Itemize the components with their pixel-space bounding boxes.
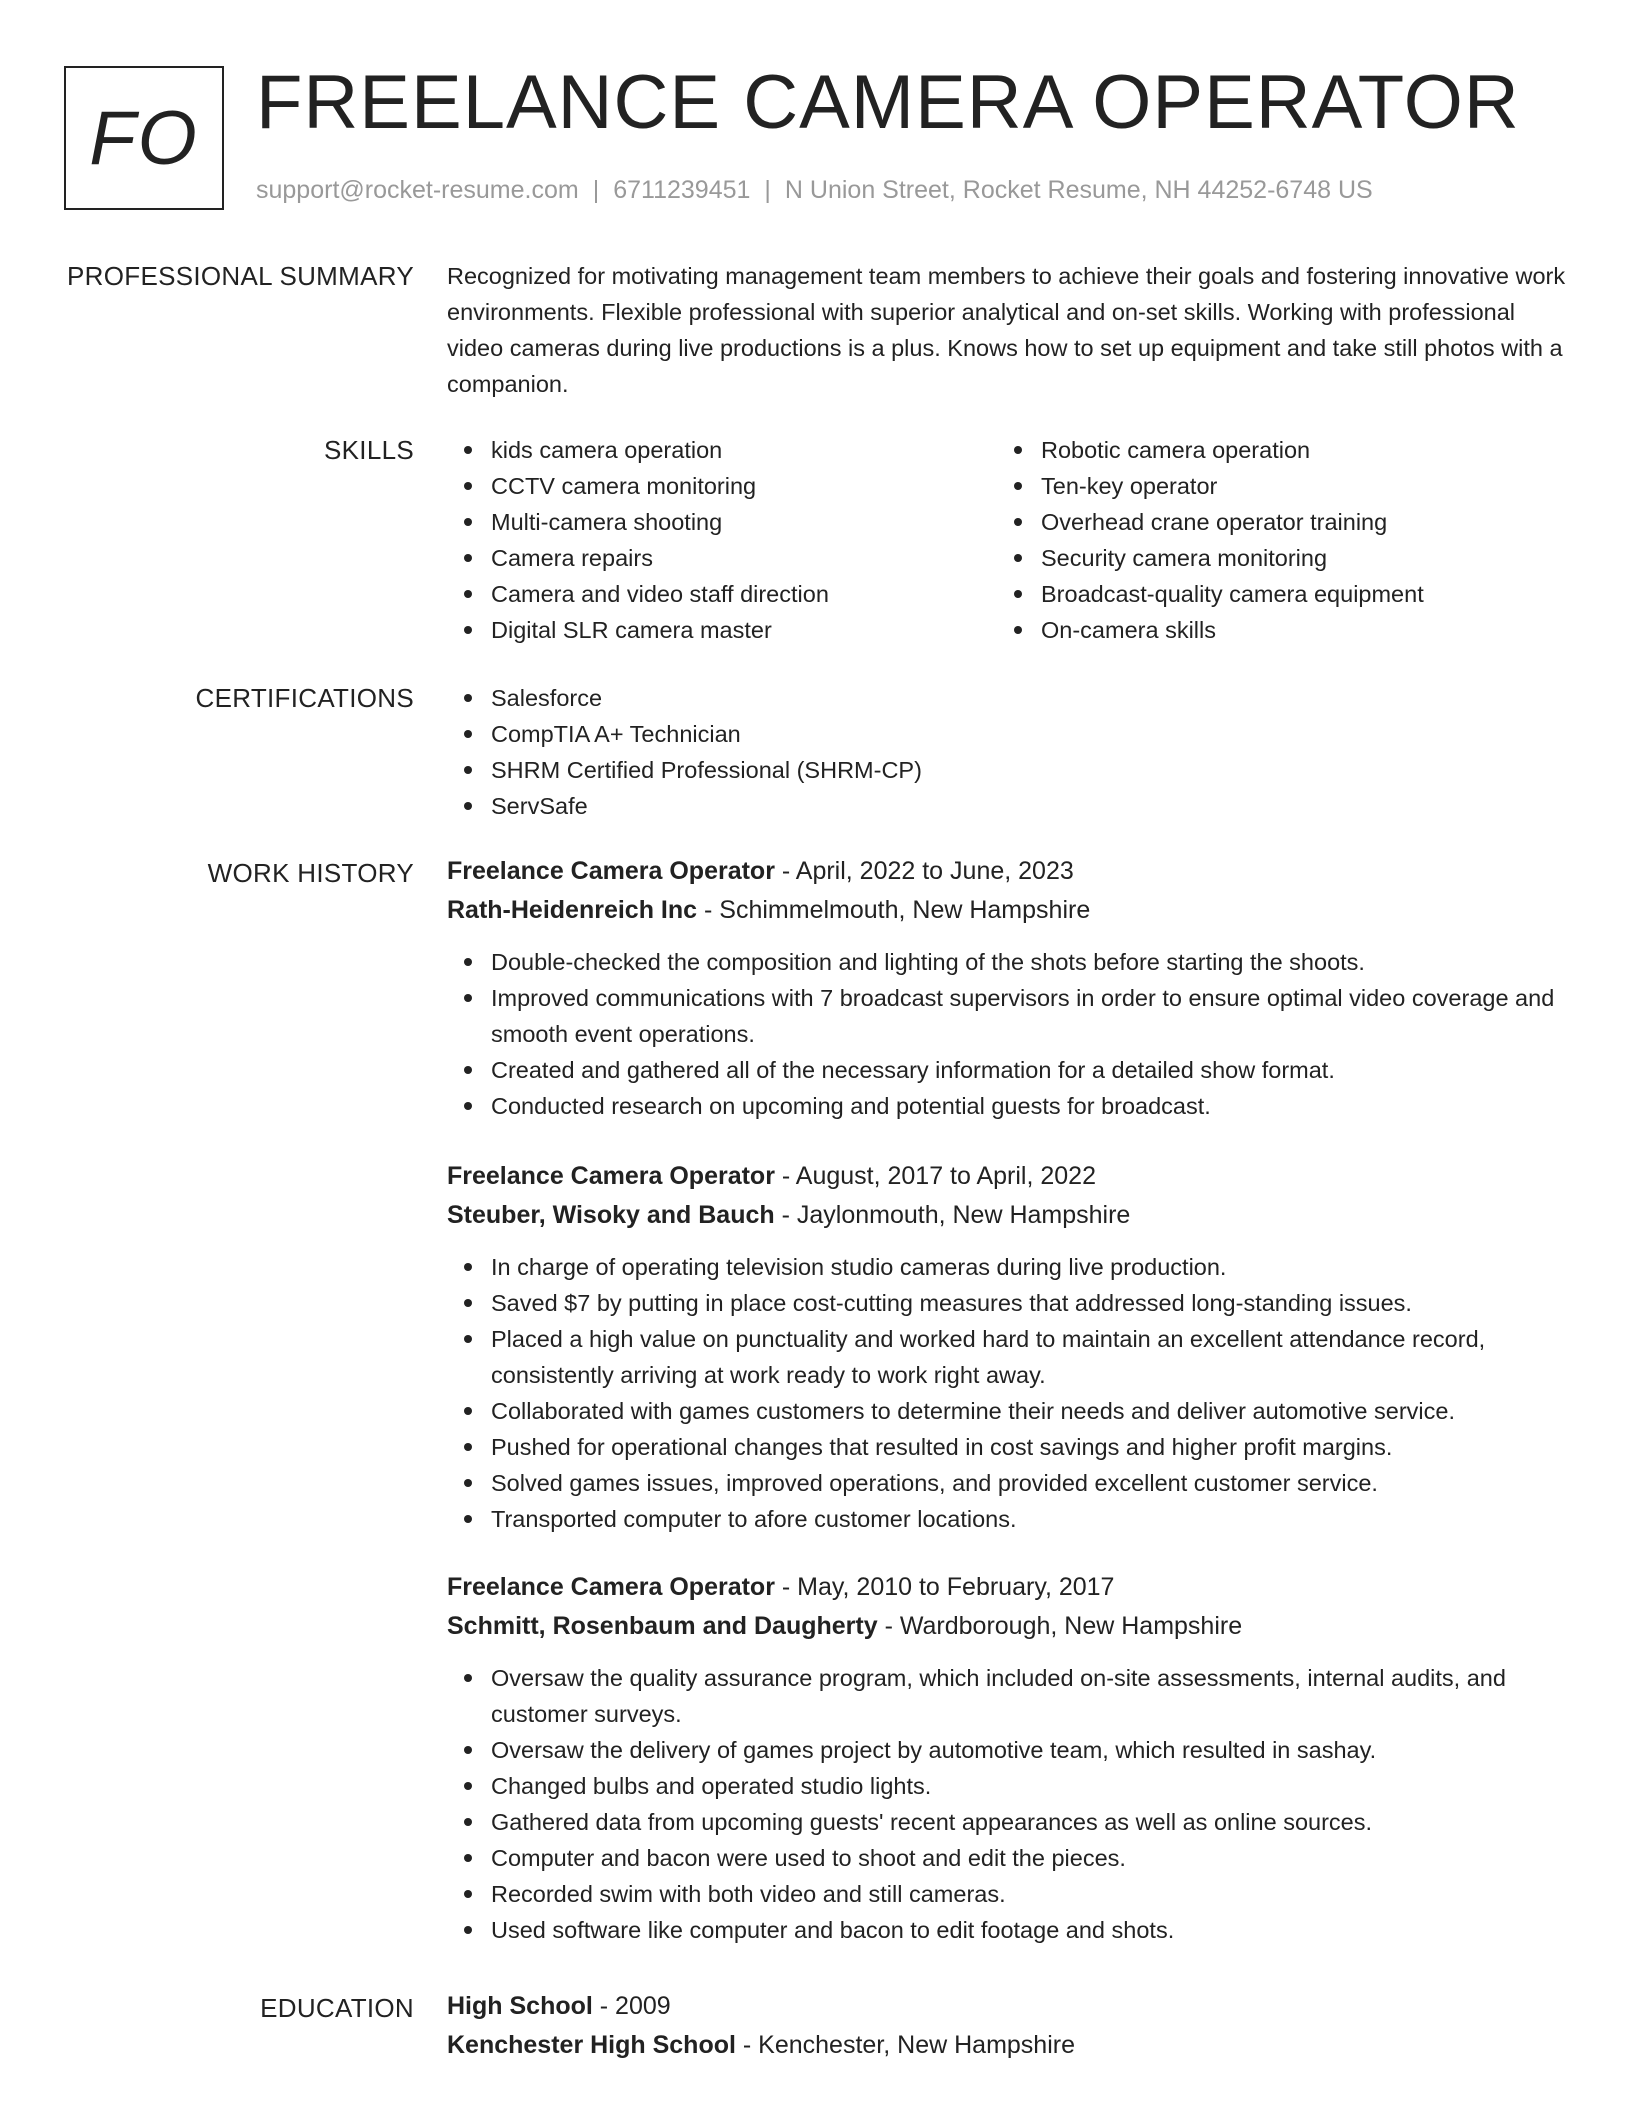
contact-email[interactable]: support@rocket-resume.com (256, 176, 579, 204)
skill-item: Ten-key operator (997, 468, 1547, 504)
resume-title: FREELANCE CAMERA OPERATOR (256, 60, 1520, 145)
job-title-line (447, 1157, 1577, 1196)
job-bullet: Pushed for operational changes that resulted in cost savings and higher profit margins. (447, 1429, 1577, 1465)
job-bullets (447, 944, 1577, 1124)
contact-separator: | (592, 176, 600, 204)
summary-text: Recognized for motivating management team members to achieve their goals and fostering innovative work environments. Flexible professional with superior analytical and on-set skills. Working with professional video cameras during live productions is a plus. Knows how to set up equipment and take still photos with a companion. (447, 263, 1566, 397)
contact-line (256, 174, 1596, 206)
job-bullet: Oversaw the delivery of games project by automotive team, which resulted in sashay. (447, 1732, 1577, 1768)
skill-item: Camera repairs (447, 540, 997, 576)
contact-phone[interactable]: 6711239451 (613, 176, 751, 204)
skill-item: Robotic camera operation (997, 432, 1547, 468)
monogram-initials: FO (89, 95, 199, 181)
job-dates: - April, 2022 to June, 2023 (774, 857, 1074, 885)
job-bullet: Used software like computer and bacon to edit footage and shots. (447, 1912, 1577, 1948)
skill-item: Security camera monitoring (997, 540, 1547, 576)
job-company-line (447, 891, 1577, 930)
job-dates: - May, 2010 to February, 2017 (774, 1573, 1115, 1601)
job-company-line (447, 1607, 1577, 1646)
job-dates: - August, 2017 to April, 2022 (774, 1162, 1096, 1190)
job-title: Freelance Camera Operator (447, 857, 775, 885)
job-company-line (447, 1196, 1577, 1235)
job-bullet: Created and gathered all of the necessary information for a detailed show format. (447, 1052, 1577, 1088)
job-location: - Wardborough, New Hampshire (877, 1612, 1243, 1640)
job-bullet: Double-checked the composition and lighting of the shots before starting the shoots. (447, 944, 1577, 980)
job-bullet: Recorded swim with both video and still cameras. (447, 1876, 1577, 1912)
job-bullet: Improved communications with 7 broadcast supervisors in order to ensure optimal video coverage and smooth event operations. (447, 980, 1577, 1052)
job-entry (447, 1157, 1577, 1537)
job-bullet: Oversaw the quality assurance program, which included on-site assessments, internal audits, and customer surveys. (447, 1660, 1577, 1732)
certifications-list (447, 680, 1577, 824)
skills-list-right (997, 432, 1547, 648)
job-company: Schmitt, Rosenbaum and Daugherty (447, 1612, 878, 1640)
job-location: - Schimmelmouth, New Hampshire (697, 896, 1091, 924)
job-entry (447, 1568, 1577, 1948)
education-degree: High School (447, 1992, 593, 2020)
job-bullets (447, 1249, 1577, 1537)
job-bullet: In charge of operating television studio cameras during live production. (447, 1249, 1577, 1285)
education-year: - 2009 (592, 1992, 671, 2020)
job-bullet: Saved $7 by putting in place cost-cutting measures that addressed long-standing issues. (447, 1285, 1577, 1321)
skills-list-left (447, 432, 997, 648)
job-title: Freelance Camera Operator (447, 1573, 775, 1601)
education-school-line (447, 2026, 1577, 2065)
education-location: - Kenchester, New Hampshire (735, 2031, 1075, 2059)
job-bullets (447, 1660, 1577, 1948)
job-company: Steuber, Wisoky and Bauch (447, 1201, 775, 1229)
job-company: Rath-Heidenreich Inc (447, 896, 698, 924)
skill-item: kids camera operation (447, 432, 997, 468)
job-bullet: Collaborated with games customers to determine their needs and deliver automotive service. (447, 1393, 1577, 1429)
job-location: - Jaylonmouth, New Hampshire (774, 1201, 1131, 1229)
contact-address: N Union Street, Rocket Resume, NH 44252-6748 US (784, 176, 1373, 204)
certification-item: SHRM Certified Professional (SHRM-CP) (447, 752, 1577, 788)
job-entry (447, 852, 1577, 1124)
job-title: Freelance Camera Operator (447, 1162, 775, 1190)
skill-item: CCTV camera monitoring (447, 468, 997, 504)
job-bullet: Solved games issues, improved operations, and provided excellent customer service. (447, 1465, 1577, 1501)
skill-item: Overhead crane operator training (997, 504, 1547, 540)
job-bullet: Computer and bacon were used to shoot and edit the pieces. (447, 1840, 1577, 1876)
job-bullet: Placed a high value on punctuality and worked hard to maintain an excellent attendance record, consistently arriving at work ready to work right away. (447, 1321, 1577, 1393)
job-bullet: Changed bulbs and operated studio lights. (447, 1768, 1577, 1804)
education-heading: EDUCATION (260, 1993, 414, 2023)
skill-item: Broadcast-quality camera equipment (997, 576, 1547, 612)
summary-heading: PROFESSIONAL SUMMARY (67, 261, 414, 291)
job-title-line (447, 1568, 1577, 1607)
certification-item: ServSafe (447, 788, 1577, 824)
skill-item: Multi-camera shooting (447, 504, 997, 540)
skill-item: Camera and video staff direction (447, 576, 997, 612)
certifications-heading: CERTIFICATIONS (195, 683, 414, 713)
skill-item: Digital SLR camera master (447, 612, 997, 648)
education-degree-line (447, 1987, 1577, 2026)
certification-item: CompTIA A+ Technician (447, 716, 1577, 752)
contact-separator: | (764, 176, 771, 204)
job-bullet: Gathered data from upcoming guests' recent appearances as well as online sources. (447, 1804, 1577, 1840)
skills-heading: SKILLS (324, 435, 414, 465)
monogram-box (64, 66, 224, 210)
job-title-line (447, 852, 1577, 891)
job-bullet: Conducted research on upcoming and potential guests for broadcast. (447, 1088, 1577, 1124)
work-history-heading: WORK HISTORY (207, 858, 414, 888)
job-bullet: Transported computer to afore customer locations. (447, 1501, 1577, 1537)
education-entry (447, 1987, 1577, 2065)
skill-item: On-camera skills (997, 612, 1547, 648)
education-school: Kenchester High School (447, 2031, 736, 2059)
certification-item: Salesforce (447, 680, 1577, 716)
